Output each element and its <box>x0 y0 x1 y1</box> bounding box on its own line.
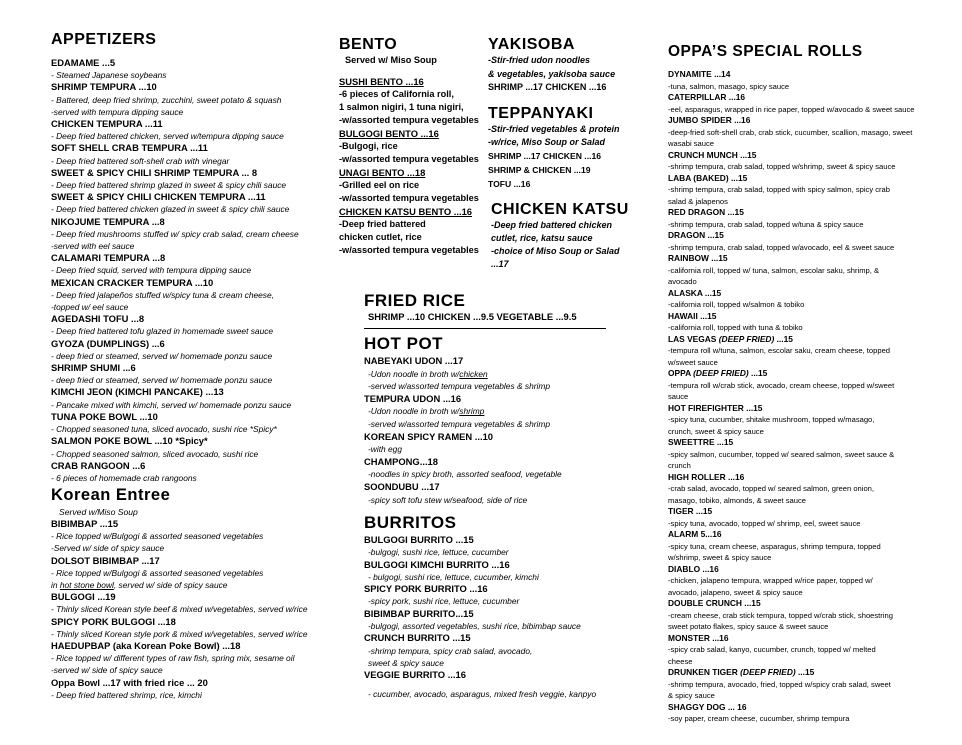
menu-item-description: -shrimp tempura, crab salad, topped w/tuna & spicy sauce <box>668 219 864 229</box>
menu-item-description: -cream cheese, crab stick tempura, topped w/crab stick, shoestring <box>668 610 893 620</box>
menu-item-description: -spicy tuna, avocado, topped w/ shrimp, eel, sweet sauce <box>668 518 861 528</box>
menu-item-description: salad & jalapenos <box>668 196 728 206</box>
menu-item-detail: -w/assorted tempura vegetables <box>339 245 479 255</box>
hot-pot-list <box>364 355 644 506</box>
menu-item-name: SHAGGY DOG ... 16 <box>668 701 747 712</box>
menu-item-detail: -w/assorted tempura vegetables <box>339 193 479 203</box>
korean-entree-subtitle: Served w/Miso Soup <box>59 507 138 517</box>
deep-fried-tag: (DEEP FRIED) <box>693 368 749 378</box>
fried-rice-section <box>364 291 624 323</box>
menu-item-description: -Served w/ side of spicy sauce <box>51 543 165 554</box>
menu-item-name: SOFT SHELL CRAB TEMPURA ...11 <box>51 142 208 154</box>
menu-item-description: -served w/assorted tempura vegetables & shrimp <box>368 418 551 429</box>
menu-item-detail: -Bulgogi, rice <box>339 141 398 151</box>
chicken-katsu-list <box>491 219 661 271</box>
menu-item-description: - Deep fried battered soft-shell crab with vinegar <box>51 155 230 166</box>
menu-item-description: -shrimp tempura, spicy crab salad, avocado, <box>368 645 533 656</box>
menu-item-name: UNAGI BENTO ...18 <box>339 167 426 178</box>
menu-item-description: avocado, jalapeno, sweet & spicy sauce <box>668 587 803 597</box>
menu-item-description: - Deep fried battered chicken, served w/tempura dipping sauce <box>51 131 284 142</box>
menu-item-name: JUMBO SPIDER ...16 <box>668 115 751 125</box>
menu-item-description: & spicy sauce <box>668 691 715 700</box>
menu-item-description: -california roll, topped w/ tuna, salmon, escolar saku, shrimp, & <box>668 265 880 275</box>
menu-item-name: BIBIMBAP ...15 <box>51 518 119 529</box>
menu-item-detail: SHRIMP ...17 CHICKEN ...16 <box>488 82 607 92</box>
menu-item-name: BULGOGI KIMCHI BURRITO ...16 <box>364 558 510 570</box>
menu-item-description: -crab salad, avocado, topped w/ seared salmon, green onion, <box>668 484 875 493</box>
fried-rice-title: FRIED RICE <box>364 291 466 310</box>
menu-item-description: -california roll, topped with tuna & tobiko <box>668 323 803 332</box>
menu-item-name: SALMON POKE BOWL ...10 *Spicy* <box>51 435 208 447</box>
menu-item-description: -tempura roll w/crab stick, avocado, cream cheese, topped w/sweet <box>668 380 895 390</box>
menu-item-name: NIKOJUME TEMPURA ...8 <box>51 215 165 227</box>
menu-item-name: KOREAN SPICY RAMEN ...10 <box>364 430 494 442</box>
bento-title: BENTO <box>339 36 398 53</box>
menu-item-name: EDAMAME ...5 <box>51 57 116 68</box>
appetizers-section <box>51 30 331 484</box>
menu-item-name: CRUNCH BURRITO ...15 <box>364 632 471 644</box>
menu-item-name: SHRIMP SHUMI ...6 <box>51 362 136 374</box>
menu-item-description: - Rice topped w/Bulgogi & assorted seasoned vegetables <box>51 567 264 578</box>
menu-item-description: - Pancake mixed with kimchi, served w/ homemade ponzu sauce <box>51 399 292 410</box>
menu-item-description: cheese <box>668 656 693 666</box>
menu-item-detail: cutlet, rice, katsu sauce <box>491 233 593 243</box>
menu-item-description: -spicy pork, sushi rice, lettuce, cucumber <box>368 596 520 607</box>
menu-item-name: SWEET & SPICY CHILI CHICKEN TEMPURA ...11 <box>51 191 266 203</box>
menu-item-description: -noodles in spicy broth, assorted seafood, vegetable <box>368 469 562 480</box>
menu-item-description: - Thinly sliced Korean style pork & mixed w/vegetables, served w/rice <box>51 628 308 639</box>
menu-item-description: - Chopped seasoned salmon, sliced avocado, sushi rice <box>51 448 259 459</box>
menu-item-detail: -w/rice, Miso Soup or Salad <box>488 137 606 147</box>
menu-item-name: SOONDUBU ...17 <box>364 480 440 492</box>
menu-item-name: BIBIMBAP BURRITO...15 <box>364 607 474 619</box>
yakisoba-title: YAKISOBA <box>488 36 575 53</box>
menu-item-detail: -Deep fried battered <box>339 219 426 229</box>
yakisoba-section <box>488 35 658 95</box>
menu-item-description: -california roll, topped w/salmon & tobiko <box>668 300 805 309</box>
menu-item-name: ALASKA ...15 <box>668 287 722 298</box>
menu-item-name: HIGH ROLLER ...16 <box>668 471 745 482</box>
menu-item-description: -spicy tuna, cream cheese, asparagus, shrimp tempura, topped <box>668 541 881 551</box>
menu-item-name: CHICKEN TEMPURA ...11 <box>51 118 163 130</box>
menu-item-description: -spicy tuna, cucumber, shitake mushroom, topped w/masago, <box>668 415 875 424</box>
menu-item-name: AGEDASHI TOFU ...8 <box>51 313 145 325</box>
menu-item-name: NABEYAKI UDON ...17 <box>364 355 464 366</box>
menu-item-description: - 6 pieces of homemade crab rangoons <box>51 472 197 483</box>
korean-entree-section <box>51 486 336 701</box>
menu-item-name: DYNAMITE ...14 <box>668 69 731 79</box>
burritos-section <box>364 513 644 700</box>
menu-item-name: SPICY PORK BURRITO ...16 <box>364 583 488 595</box>
menu-item-name: SPICY PORK BULGOGI ...18 <box>51 615 176 627</box>
menu-item-description: masago, tobiko, almonds, & sweet sauce <box>668 495 807 505</box>
menu-item-description: - Deep fried battered tofu glazed in homemade sweet sauce <box>51 326 274 337</box>
menu-item-name: DIABLO ...16 <box>668 563 719 574</box>
menu-item-description: -served with eel sauce <box>51 241 135 252</box>
hot-pot-title: HOT POT <box>364 334 444 353</box>
menu-item-description: - Deep fried jalapeños stuffed w/spicy tuna & cream cheese, <box>51 289 274 300</box>
menu-item-description: - cucumber, avocado, asparagus, mixed fresh veggie, kanpyo <box>368 688 597 699</box>
burritos-title: BURRITOS <box>364 513 457 532</box>
chicken-katsu-section <box>491 200 661 271</box>
menu-item-description: - Deep fried battered chicken glazed in sweet & spicy chili sauce <box>51 204 290 215</box>
menu-item-name: TUNA POKE BOWL ...10 <box>51 410 158 422</box>
menu-item-detail: -w/assorted tempura vegetables <box>339 154 479 164</box>
menu-item-name: SHRIMP TEMPURA ...10 <box>51 81 157 93</box>
menu-item-name: RAINBOW ...15 <box>668 253 728 263</box>
menu-item-description: -deep-fried soft-shell crab, crab stick, cucumber, scallion, masago, sweet <box>668 127 913 137</box>
yakisoba-list <box>488 54 658 95</box>
menu-item-description: sweet & spicy sauce <box>368 657 444 668</box>
teppanyaki-list <box>488 123 658 191</box>
menu-item-description: - bulgogi, sushi rice, lettuce, cucumber, kimchi <box>368 571 539 582</box>
menu-item-name: HOT FIREFIGHTER ...15 <box>668 402 763 413</box>
menu-item-description: - Thinly sliced Korean style beef & mixed w/vegetables, served w/rice <box>51 604 308 615</box>
divider-rule <box>364 328 606 329</box>
menu-item-description: - Deep fried squid, served with tempura dipping sauce <box>51 265 252 276</box>
menu-item-description: -shrimp tempura, crab salad, topped w/avocado, eel & sweet sauce <box>668 242 895 252</box>
menu-item-option: TOFU ...16 <box>488 179 531 189</box>
menu-item-name: OPPA (DEEP FRIED) ...15 <box>668 368 768 378</box>
deep-fried-tag: (DEEP FRIED) <box>718 333 775 344</box>
bento-subtitle: Served w/ Miso Soup <box>345 55 437 65</box>
appetizers-list <box>51 57 331 484</box>
special-rolls-section <box>668 42 958 725</box>
menu-item-option: SHRIMP & CHICKEN ...19 <box>488 165 591 175</box>
menu-item-description: -bulgogi, assorted vegetables, sushi rice, bibimbap sauce <box>368 621 581 632</box>
menu-item-detail: -Stir-fried udon noodles <box>488 55 590 65</box>
menu-item-description: -with egg <box>368 444 402 455</box>
menu-item-detail: -w/assorted tempura vegetables <box>339 115 479 125</box>
menu-item-description: -tempura roll w/tuna, salmon, escolar saku, cream cheese, topped <box>668 346 891 355</box>
menu-item-name: Oppa Bowl ...17 with fried rice ... 20 <box>51 676 208 688</box>
menu-item-detail: -Grilled eel on rice <box>339 180 420 190</box>
menu-item-description: in hot stone bowl, served w/ side of spicy sauce <box>51 580 228 591</box>
special-rolls-title: OPPA’S SPECIAL ROLLS <box>668 43 863 60</box>
menu-item-description: -Udon noodle in broth w/chicken <box>368 368 488 379</box>
menu-item-name: KIMCHI JEON (KIMCHI PANCAKE) ...13 <box>51 386 224 398</box>
korean-entree-list <box>51 518 336 701</box>
menu-item-name: CALAMARI TEMPURA ...8 <box>51 252 166 264</box>
menu-item-description: wasabi sauce <box>668 139 715 148</box>
menu-item-detail: -Stir-fried vegetables & protein <box>488 124 620 134</box>
menu-item-name: CHAMPONG...18 <box>364 455 438 467</box>
menu-item-name: GYOZA (DUMPLINGS) ...6 <box>51 337 165 349</box>
menu-item-description: crunch, sweet & spicy sauce <box>668 426 764 436</box>
menu-item-description: -served with tempura dipping sauce <box>51 106 184 117</box>
menu-item-description: - Deep fried battered shrimp glazed in sweet & spicy chili sauce <box>51 180 287 191</box>
menu-item-name: VEGGIE BURRITO ...16 <box>364 669 466 681</box>
menu-item-name: TEMPURA UDON ...16 <box>364 392 462 404</box>
hot-pot-section <box>364 334 644 506</box>
menu-item-description: w/shrimp, sweet & spicy sauce <box>668 553 772 562</box>
burritos-list <box>364 534 644 700</box>
menu-item-description: sweet potato flakes, spicy sauce & sweet sauce <box>668 622 829 631</box>
teppanyaki-title: TEPPANYAKI <box>488 105 594 122</box>
menu-item-name: DRAGON ...15 <box>668 230 724 240</box>
special-rolls-list <box>668 69 958 725</box>
menu-item-description: -chicken, jalapeno tempura, wrapped w/rice paper, topped w/ <box>668 576 873 585</box>
menu-item-detail: -6 pieces of California roll, <box>339 89 454 99</box>
appetizers-title: APPETIZERS <box>51 31 157 48</box>
menu-item-detail: chicken cutlet, rice <box>339 232 422 242</box>
underlined-word: hot stone bowl <box>59 580 114 591</box>
bento-list <box>339 75 489 257</box>
menu-item-description: - Battered, deep fried shrimp, zucchini, sweet potato & squash <box>51 94 282 105</box>
korean-entree-title: Korean Entree <box>51 486 171 504</box>
chicken-katsu-title: CHICKEN KATSU <box>491 201 629 218</box>
menu-item-description: -spicy crab salad, kanyo, cucumber, crunch, topped w/ melted <box>668 645 876 654</box>
menu-item-name: SWEET & SPICY CHILI SHRIMP TEMPURA ... 8 <box>51 166 258 178</box>
menu-item-name: ALARM 5...16 <box>668 529 722 539</box>
menu-item-name: RED DRAGON ...15 <box>668 207 744 217</box>
menu-item-description: -topped w/ eel sauce <box>51 302 129 313</box>
menu-item-name: CRAB RANGOON ...6 <box>51 459 146 471</box>
menu-item-detail: & vegetables, yakisoba sauce <box>488 68 616 79</box>
menu-item-description: -soy paper, cream cheese, cucumber, shrimp tempura <box>668 714 850 723</box>
menu-item-description: -tuna, salmon, masago, spicy sauce <box>668 81 790 91</box>
menu-item-description: -spicy soft tofu stew w/seafood, side of rice <box>368 494 528 505</box>
menu-item-name: BULGOGI ...19 <box>51 591 116 603</box>
menu-item-description: -Udon noodle in broth w/shrimp <box>368 406 485 417</box>
bento-section <box>339 35 489 257</box>
menu-item-description: avocado <box>668 277 697 286</box>
menu-item-name: HAWAII ...15 <box>668 310 717 321</box>
menu-item-description: -shrimp tempura, avocado, fried, topped w/spicy crab salad, sweet <box>668 679 891 689</box>
menu-item-name: CATERPILLAR ...16 <box>668 92 746 102</box>
menu-item-description: -served w/ side of spicy sauce <box>51 665 163 676</box>
menu-item-description: crunch <box>668 461 691 470</box>
menu-item-name: BULGOGI BURRITO ...15 <box>364 534 474 545</box>
menu-item-description: - Chopped seasoned tuna, sliced avocado, sushi rice *Spicy* <box>51 424 277 435</box>
menu-item-name: DOLSOT BIBIMBAP ...17 <box>51 554 160 566</box>
menu-item-name: SWEETTRE ...15 <box>668 437 734 447</box>
menu-item-name: TIGER ...15 <box>668 506 713 516</box>
menu-item-description: -spicy salmon, cucumber, topped w/ seared salmon, sweet sauce & <box>668 449 895 459</box>
menu-item-name: LABA (BAKED) ...15 <box>668 172 748 183</box>
menu-item-description: -shrimp tempura, crab salad, topped with spicy salmon, spicy crab <box>668 185 890 194</box>
menu-item-description: - Deep fried battered shrimp, rice, kimchi <box>51 689 202 700</box>
menu-item-name: HAEDUPBAP (aka Korean Poke Bowl) ...18 <box>51 640 241 652</box>
menu-item-description: -shrimp tempura, crab salad, topped w/shrimp, sweet & spicy sauce <box>668 162 896 171</box>
menu-item-description: - Rice topped w/Bulgogi & assorted seasoned vegetables <box>51 531 264 542</box>
underlined-word: chicken <box>459 368 488 379</box>
menu-item-name: CRUNCH MUNCH ...15 <box>668 149 757 160</box>
menu-item-name: LAS VEGAS (DEEP FRIED) ...15 <box>668 333 793 344</box>
menu-item-option: SHRIMP ...17 CHICKEN ...16 <box>488 151 602 161</box>
menu-item-name: DOUBLE CRUNCH ...15 <box>668 598 761 608</box>
menu-item-description: - Deep fried mushrooms stuffed w/ spicy crab salad, cream cheese <box>51 228 299 239</box>
menu-item-description: - deep fried or steamed, served w/ homemade ponzu sauce <box>51 350 273 361</box>
menu-item-name: MEXICAN CRACKER TEMPURA ...10 <box>51 276 214 288</box>
menu-item-description: sauce <box>668 392 689 401</box>
menu-item-detail: -choice of Miso Soup or Salad <box>491 246 620 256</box>
menu-item-name: CHICKEN KATSU BENTO ...16 <box>339 206 473 217</box>
menu-item-description: -bulgogi, sushi rice, lettuce, cucumber <box>368 547 509 558</box>
menu-item-name: MONSTER ...16 <box>668 632 729 643</box>
menu-item-description: w/sweet sauce <box>668 357 718 367</box>
underlined-word: shrimp <box>459 406 485 417</box>
menu-item-description: - deep fried or steamed, served w/ homemade ponzu sauce <box>51 375 273 386</box>
teppanyaki-section <box>488 104 658 191</box>
menu-item-detail: ...17 <box>491 259 509 269</box>
menu-item-detail: 1 salmon nigiri, 1 tuna nigiri, <box>339 102 464 112</box>
menu-item-description: - Rice topped w/ different types of raw fish, spring mix, sesame oil <box>51 653 295 664</box>
deep-fried-tag: (DEEP FRIED) <box>740 667 796 677</box>
menu-item-description: -served w/assorted tempura vegetables & shrimp <box>368 381 551 392</box>
menu-item-description: - Steamed Japanese soybeans <box>51 70 167 81</box>
menu-item-name: SUSHI BENTO ...16 <box>339 76 424 87</box>
menu-item-detail: -Deep fried battered chicken <box>491 220 613 230</box>
fried-rice-options: SHRIMP ...10 CHICKEN ...9.5 VEGETABLE ...9.5 <box>368 311 577 322</box>
menu-item-name: DRUNKEN TIGER (DEEP FRIED) ...15 <box>668 667 815 677</box>
menu-item-name: BULGOGI BENTO ...16 <box>339 128 439 139</box>
menu-item-description: -eel, asparagus, wrapped in rice paper, topped w/avocado & sweet sauce <box>668 104 915 114</box>
